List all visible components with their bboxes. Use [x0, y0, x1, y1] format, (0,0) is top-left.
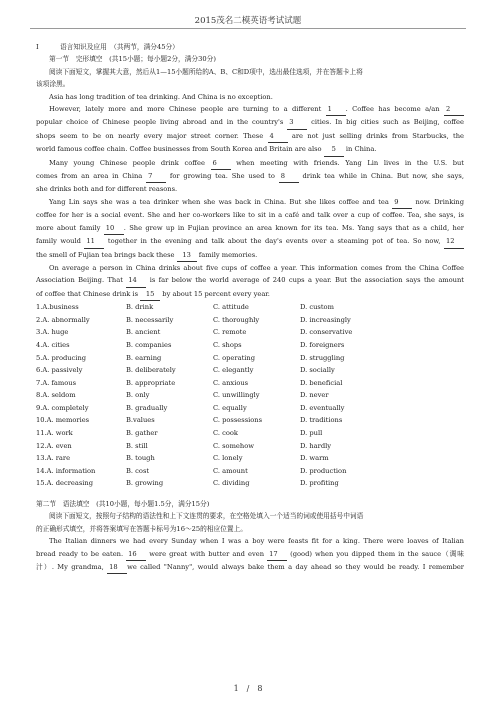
passage-line: Yang Lin says she was a tea drinker when she was back in China. But she likes coffee and tea 9 now. Drinking [36, 196, 464, 209]
part1-title: 第一节 完形填空 (共15小题；每小题2分，满分30分) [49, 55, 216, 64]
blank: 16 [126, 548, 146, 561]
option-row [36, 326, 464, 339]
option-choice: D. custom [300, 303, 334, 312]
section-heading [36, 41, 464, 53]
option-choice: B. gradually [126, 403, 168, 412]
option-choice: B. tough [126, 454, 155, 463]
option-choice: B. only [126, 391, 150, 400]
option-choice: 2.A. abnormally [36, 315, 90, 324]
blank: 13 [177, 249, 197, 262]
option-choice: C. attitude [213, 303, 249, 312]
option-row [36, 301, 464, 314]
blank: 1 [326, 103, 346, 116]
option-choice: 12.A. even [36, 441, 72, 450]
part2-title: 第二节 语法填空 (共10小题，每小题1.5分，满分15分) [36, 500, 210, 509]
passage-line: bread ready to be eaten. 16 were great with butter and even 17 (good) when you dipped them in the sauce（调味 [36, 548, 464, 561]
option-choice: B. growing [126, 479, 164, 488]
option-choice: C. elegantly [213, 366, 254, 375]
option-choice: C. equally [213, 403, 247, 412]
option-choice: C. possessions [213, 416, 263, 425]
option-choice: D. warm [300, 454, 329, 463]
option-row [36, 465, 464, 478]
blank: 3 [287, 116, 307, 129]
blank: 4 [268, 130, 288, 143]
option-choice: 15.A. decreasing [36, 479, 94, 488]
blank: 17 [267, 548, 287, 561]
instruction-line: 该项涂黑。 [36, 80, 70, 89]
passage-line: comes from an area in China 7 for growing tea. She used to 8 drink tea while in China. But now, she says, [36, 170, 464, 183]
instruction-line: 阅读下面短文，掌握其大意，然后从1—15小题所给的A、B、C和D项中，选出最佳选项，并在答题卡上将 [49, 67, 363, 76]
option-row [36, 314, 464, 327]
option-choice: D. eventually [300, 403, 345, 412]
option-row [36, 477, 464, 490]
blank: 15 [140, 288, 160, 301]
passage-line: more about family 10 . She grew up in Fujian province an area known for its tea. Ms. Yang says that as a child, her [36, 222, 464, 235]
passage-line: popular choice of Chinese people living abroad and in the country's 3 cities. In big cities such as Beijing, coffee [36, 116, 464, 129]
blank: 9 [392, 196, 412, 209]
page-header: 2015茂名二模英语考试试题 [194, 16, 302, 26]
passage-line: On average a person in China drinks about five cups of coffee a year. This information comes from the China Coffee [49, 263, 464, 272]
option-choice: C. lonely [213, 454, 243, 463]
passage-line: Association Beijing. That 14 is far below the world average of 240 cups a year. But the association says the amount [36, 274, 464, 287]
option-choice: D. conservative [300, 328, 353, 337]
passage-line: world famous coffee chain. Coffee businesses from South Korea and Britain are also 5 in China. [36, 143, 464, 156]
option-choice: 7.A. famous [36, 378, 77, 387]
passage-line: shops seem to be on nearly every major street corner. These 4 are not just selling drinks from Starbucks, the [36, 130, 464, 143]
option-choice: B. gather [126, 429, 158, 438]
option-choice: B. ancient [126, 328, 161, 337]
option-row [36, 389, 464, 402]
option-choice: 14.A. information [36, 466, 96, 475]
passage-line: coffee for her is a social event. She and her co-workers like to sit in a café and talk over a cup of coffee. Tea, she says, is [36, 211, 464, 220]
option-choice: C. unwillingly [213, 391, 260, 400]
option-row [36, 377, 464, 390]
passage-line: she drinks both and for different reasons. [36, 185, 178, 194]
option-choice: D. hardly [300, 441, 332, 450]
option-choice: C. cook [213, 429, 238, 438]
option-choice: D. increasingly [300, 315, 351, 324]
option-choice: B. appropriate [126, 378, 176, 387]
passage-line: 汁）. My grandma, 18 we called "Nanny", would always bake them a day ahead so they would be ready. I remember [36, 561, 464, 574]
option-choice: 13.A. rare [36, 454, 71, 463]
instruction-line: 的正确形式填空，并将答案填写在答题卡标号为16～25的相应位置上。 [36, 524, 247, 533]
option-choice: D. profiting [300, 479, 339, 488]
passage-line: of coffee that Chinese drink is 15 by about 15 percent every year. [36, 288, 464, 301]
option-choice: D. beneficial [300, 378, 343, 387]
option-choice: C. somehow [213, 441, 254, 450]
option-choice: B.values [126, 416, 155, 425]
option-choice: B. cost [126, 466, 150, 475]
option-choice: B. deliberately [126, 366, 176, 375]
blank: 10 [104, 222, 124, 235]
option-choice: 9.A. completely [36, 403, 89, 412]
passage-line: the smell of Fujian tea brings back these 13 family memories. [36, 249, 464, 262]
option-choice: C. thoroughly [213, 315, 260, 324]
passage-line: The Italian dinners we had every Sunday when I was a boy were feasts fit for a king. There were loaves of Italian [49, 537, 464, 546]
option-choice: C. operating [213, 353, 255, 362]
passage-line: family would 11 together in the evening and talk about the day's events over a steaming pot of tea. So now, 12 [36, 235, 464, 248]
option-choice: B. necessarily [126, 315, 174, 324]
option-row [36, 427, 464, 440]
blank: 6 [211, 157, 231, 170]
header-rule [30, 28, 466, 29]
option-choice: C. amount [213, 466, 248, 475]
blank: 11 [84, 235, 104, 248]
option-choice: B. still [126, 441, 148, 450]
option-choice: D. socially [300, 366, 335, 375]
option-row [36, 339, 464, 352]
option-choice: C. anxious [213, 378, 249, 387]
option-choice: C. dividing [213, 479, 250, 488]
blank: 12 [444, 235, 464, 248]
option-choice: 10.A. memories [36, 416, 90, 425]
option-choice: 8.A. seldom [36, 391, 76, 400]
option-row [36, 352, 464, 365]
blank: 5 [324, 143, 344, 156]
option-choice: 5.A. producing [36, 353, 87, 362]
blank: 2 [444, 103, 464, 116]
option-choice: D. struggling [300, 353, 345, 362]
option-choice: D. traditions [300, 416, 343, 425]
options-table [36, 301, 464, 490]
option-row [36, 364, 464, 377]
option-choice: D. pull [300, 429, 323, 438]
document-body [36, 41, 464, 574]
blank: 8 [279, 170, 299, 183]
option-choice: 4.A. cities [36, 340, 70, 349]
option-choice: 11.A. work [36, 429, 73, 438]
option-choice: B. drink [126, 303, 154, 312]
option-choice: D. foreigners [300, 340, 345, 349]
passage-opening: Asia has long tradition of tea drinking. And China is no exception. [49, 92, 273, 101]
option-row [36, 402, 464, 415]
page-number: 1 / 8 [233, 684, 263, 693]
option-choice: D. never [300, 391, 329, 400]
option-row [36, 440, 464, 453]
option-choice: C. remote [213, 328, 247, 337]
option-choice: 3.A. huge [36, 328, 69, 337]
option-choice: D. production [300, 466, 347, 475]
option-choice: C. shops [213, 340, 242, 349]
blank: 7 [146, 170, 166, 183]
blank: 18 [107, 561, 127, 574]
passage-line: However, lately more and more Chinese people are turning to a different 1 . Coffee has become a/an 2 [36, 103, 464, 116]
blank: 14 [126, 274, 146, 287]
option-row [36, 414, 464, 427]
option-choice: B. companies [126, 340, 172, 349]
option-choice: B. earning [126, 353, 162, 362]
section-title: 语言知识及应用 （共两节，满分45分） [60, 43, 179, 51]
option-row [36, 452, 464, 465]
option-choice: 6.A. passively [36, 366, 83, 375]
section-number: I [36, 43, 39, 51]
passage-line: Many young Chinese people drink coffee 6 when meeting with friends. Yang Lin lives in the U.S. but [36, 157, 464, 170]
option-choice: 1.A.business [36, 303, 79, 312]
instruction-line: 阅读下面短文，按照句子结构的语法性和上下文连贯的要求，在空格处填入一个适当的词或使用括号中词语 [49, 512, 364, 521]
